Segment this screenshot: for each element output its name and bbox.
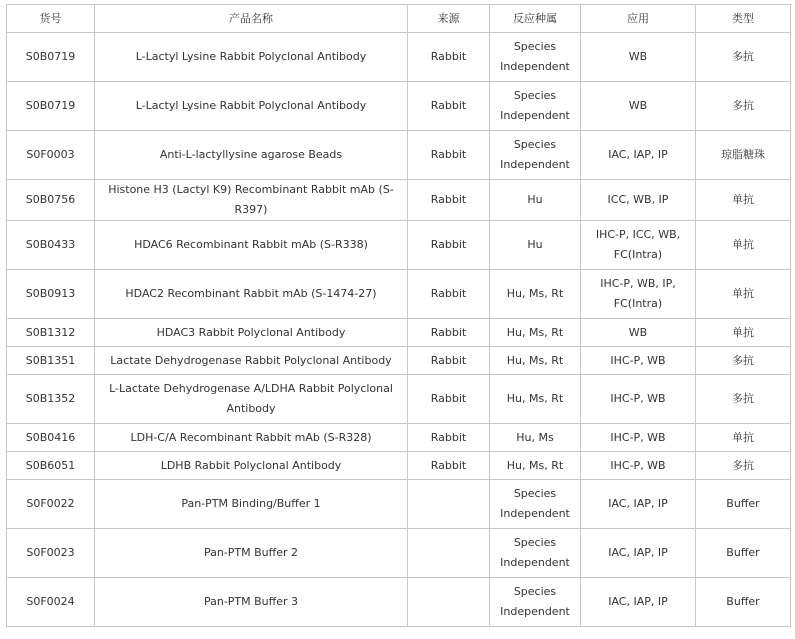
cell-reactivity: Hu, Ms, Rt	[490, 375, 581, 424]
cell-source: Rabbit	[408, 424, 490, 452]
cell-name: Lactate Dehydrogenase Rabbit Polyclonal Antibody	[95, 347, 408, 375]
cell-reactivity: Hu, Ms, Rt	[490, 270, 581, 319]
table-row	[7, 375, 791, 424]
cell-sku: S0B0416	[7, 424, 95, 452]
cell-application: WB	[581, 82, 696, 131]
cell-reactivity: Hu	[490, 180, 581, 221]
cell-reactivity: Species Independent	[490, 33, 581, 82]
cell-sku: S0B1352	[7, 375, 95, 424]
cell-name: LDHB Rabbit Polyclonal Antibody	[95, 452, 408, 480]
table-row	[7, 452, 791, 480]
cell-sku: S0B0433	[7, 221, 95, 270]
table-body	[7, 33, 791, 627]
table-row	[7, 424, 791, 452]
cell-sku: S0B0913	[7, 270, 95, 319]
cell-source: Rabbit	[408, 319, 490, 347]
cell-type: 单抗	[696, 270, 791, 319]
cell-application: IHC-P, WB	[581, 452, 696, 480]
cell-type: 多抗	[696, 375, 791, 424]
table-row	[7, 347, 791, 375]
cell-name: Histone H3 (Lactyl K9) Recombinant Rabbit mAb (S-R397)	[95, 180, 408, 221]
cell-type: Buffer	[696, 480, 791, 529]
cell-reactivity: Hu, Ms, Rt	[490, 347, 581, 375]
cell-name: L-Lactate Dehydrogenase A/LDHA Rabbit Polyclonal Antibody	[95, 375, 408, 424]
cell-source: Rabbit	[408, 180, 490, 221]
cell-name: HDAC2 Recombinant Rabbit mAb (S-1474-27)	[95, 270, 408, 319]
cell-name: Pan-PTM Binding/Buffer 1	[95, 480, 408, 529]
cell-name: Pan-PTM Buffer 3	[95, 578, 408, 627]
cell-name: HDAC6 Recombinant Rabbit mAb (S-R338)	[95, 221, 408, 270]
col-header-application: 应用	[581, 5, 696, 33]
cell-sku: S0B0719	[7, 33, 95, 82]
cell-name: HDAC3 Rabbit Polyclonal Antibody	[95, 319, 408, 347]
cell-reactivity: Hu, Ms, Rt	[490, 452, 581, 480]
cell-sku: S0B1351	[7, 347, 95, 375]
table-row	[7, 578, 791, 627]
cell-application: IAC, IAP, IP	[581, 578, 696, 627]
cell-application: IAC, IAP, IP	[581, 480, 696, 529]
table-row	[7, 319, 791, 347]
cell-source	[408, 480, 490, 529]
cell-application: IAC, IAP, IP	[581, 529, 696, 578]
cell-reactivity: Hu, Ms, Rt	[490, 319, 581, 347]
cell-application: IHC-P, WB	[581, 375, 696, 424]
cell-application: ICC, WB, IP	[581, 180, 696, 221]
cell-name: L-Lactyl Lysine Rabbit Polyclonal Antibody	[95, 82, 408, 131]
cell-application: IHC-P, WB	[581, 424, 696, 452]
cell-application: IAC, IAP, IP	[581, 131, 696, 180]
cell-type: 单抗	[696, 180, 791, 221]
cell-type: Buffer	[696, 578, 791, 627]
cell-type: 单抗	[696, 424, 791, 452]
cell-sku: S0F0022	[7, 480, 95, 529]
cell-sku: S0B1312	[7, 319, 95, 347]
cell-source	[408, 578, 490, 627]
table-row	[7, 131, 791, 180]
table-row	[7, 480, 791, 529]
cell-source: Rabbit	[408, 221, 490, 270]
cell-sku: S0F0024	[7, 578, 95, 627]
cell-application: IHC-P, WB	[581, 347, 696, 375]
col-header-source: 来源	[408, 5, 490, 33]
cell-application: WB	[581, 33, 696, 82]
cell-application: IHC-P, WB, IP, FC(Intra)	[581, 270, 696, 319]
cell-reactivity: Species Independent	[490, 578, 581, 627]
cell-name: Pan-PTM Buffer 2	[95, 529, 408, 578]
cell-source: Rabbit	[408, 270, 490, 319]
table-row	[7, 529, 791, 578]
col-header-reactivity: 反应种属	[490, 5, 581, 33]
col-header-name: 产品名称	[95, 5, 408, 33]
cell-type: 单抗	[696, 221, 791, 270]
cell-reactivity: Species Independent	[490, 480, 581, 529]
cell-type: 多抗	[696, 82, 791, 131]
cell-source	[408, 529, 490, 578]
cell-application: WB	[581, 319, 696, 347]
cell-type: 多抗	[696, 33, 791, 82]
col-header-type: 类型	[696, 5, 791, 33]
header-row	[7, 5, 791, 33]
cell-source: Rabbit	[408, 375, 490, 424]
table-row	[7, 33, 791, 82]
cell-reactivity: Species Independent	[490, 529, 581, 578]
cell-reactivity: Species Independent	[490, 131, 581, 180]
cell-sku: S0B6051	[7, 452, 95, 480]
cell-type: 多抗	[696, 347, 791, 375]
cell-sku: S0F0023	[7, 529, 95, 578]
table-header	[7, 5, 791, 33]
cell-type: 多抗	[696, 452, 791, 480]
product-table	[6, 4, 791, 627]
cell-sku: S0B0719	[7, 82, 95, 131]
table-row	[7, 270, 791, 319]
cell-name: Anti-L-lactyllysine agarose Beads	[95, 131, 408, 180]
cell-reactivity: Species Independent	[490, 82, 581, 131]
cell-source: Rabbit	[408, 347, 490, 375]
cell-type: 琼脂糖珠	[696, 131, 791, 180]
cell-source: Rabbit	[408, 452, 490, 480]
cell-sku: S0F0003	[7, 131, 95, 180]
cell-type: Buffer	[696, 529, 791, 578]
cell-name: LDH-C/A Recombinant Rabbit mAb (S-R328)	[95, 424, 408, 452]
cell-sku: S0B0756	[7, 180, 95, 221]
cell-reactivity: Hu	[490, 221, 581, 270]
table-row	[7, 82, 791, 131]
cell-application: IHC-P, ICC, WB, FC(Intra)	[581, 221, 696, 270]
cell-source: Rabbit	[408, 33, 490, 82]
cell-source: Rabbit	[408, 131, 490, 180]
table-row	[7, 180, 791, 221]
cell-name: L-Lactyl Lysine Rabbit Polyclonal Antibody	[95, 33, 408, 82]
cell-source: Rabbit	[408, 82, 490, 131]
table-row	[7, 221, 791, 270]
cell-type: 单抗	[696, 319, 791, 347]
col-header-sku: 货号	[7, 5, 95, 33]
cell-reactivity: Hu, Ms	[490, 424, 581, 452]
